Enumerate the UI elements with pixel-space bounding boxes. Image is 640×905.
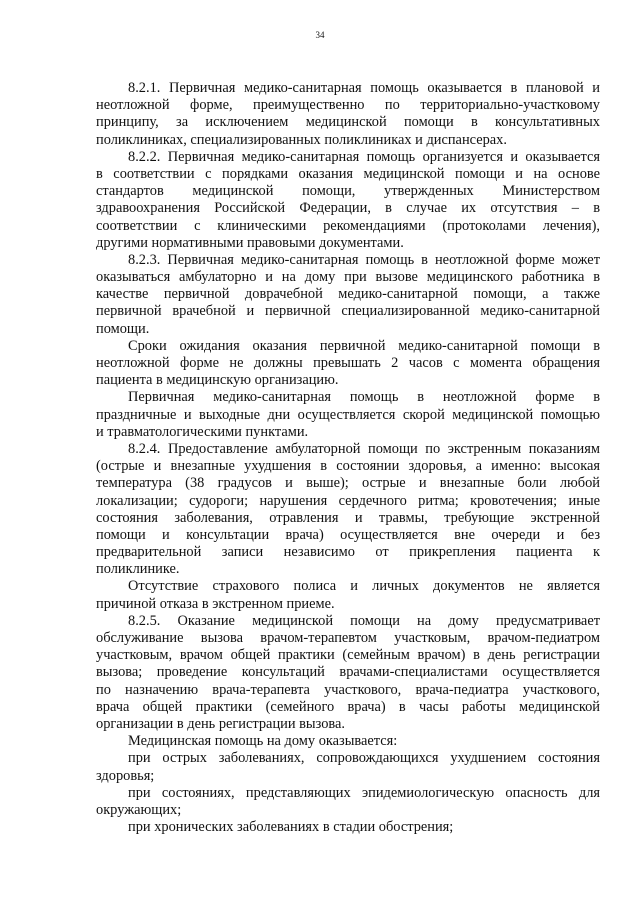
text-line: помощи. <box>96 320 150 337</box>
text-line: врача общей практики (семейного врача) в часы работы медицинской <box>96 698 600 715</box>
text-line: в соответствии с порядками оказания медицинской помощи и на основе <box>96 165 600 182</box>
text-line: предварительной записи независимо от прикрепления пациента к <box>96 544 600 561</box>
text-line: оказываться амбулаторно и на дому при вызове медицинского работника в <box>96 269 600 286</box>
text-line: вызова; проведение консультаций врачами-специалистами осуществляется <box>96 664 600 681</box>
text-line: Медицинская помощь на дому оказывается: <box>128 733 398 750</box>
text-line: помощи и консультации врача) осуществляется вне очереди и без <box>96 526 600 543</box>
text-line: организации в день регистрации вызова. <box>96 715 345 732</box>
text-line: здоровья; <box>96 767 155 784</box>
text-line: 8.2.3. Первичная медико-санитарная помощь в неотложной форме может <box>128 251 600 268</box>
text-line: неотложной форме, преимущественно по территориально-участковому <box>96 97 600 114</box>
text-line: 8.2.1. Первичная медико-санитарная помощь оказывается в плановой и <box>128 80 600 96</box>
text-line: локализации; судороги; нарушения сердечного ритма; кровотечения; иные <box>96 492 600 509</box>
text-line: неотложной форме не должны превышать 2 часов с момента обращения <box>96 355 600 371</box>
text-line: принципу, за исключением медицинской помощи в консультативных <box>96 114 600 131</box>
text-line: соответствии с клиническими рекомендациями (протоколами лечения), <box>96 217 600 234</box>
text-line: поликлиниках, специализированных поликлиниках и диспансерах. <box>96 131 507 148</box>
document-body <box>96 80 600 836</box>
text-line: Первичная медико-санитарная помощь в неотложной форме в <box>128 389 600 406</box>
text-line: окружающих; <box>96 801 182 818</box>
text-line: при хронических заболеваниях в стадии обострения; <box>128 819 454 836</box>
text-line: другими нормативными правовыми документами. <box>96 234 404 251</box>
text-line: (острые и внезапные ухудшения в состоянии здоровья, а именно: высокая <box>96 458 600 475</box>
text-line: по назначению врача-терапевта участкового, врача-педиатра участкового, <box>96 681 600 698</box>
text-line: обслуживание вызова врачом-терапевтом участковым, врачом-педиатром <box>96 630 600 646</box>
page-number: 34 <box>315 30 325 40</box>
text-line: поликлинике. <box>96 561 180 578</box>
text-line: первичной врачебной и первичной специализированной медико-санитарной <box>96 303 600 320</box>
text-line: при острых заболеваниях, сопровождающихся ухудшением состояния <box>128 750 600 767</box>
text-line: участковым, врачом общей практики (семейным врачом) в день регистрации <box>96 647 600 664</box>
text-line: и травматологическими пунктами. <box>96 423 309 440</box>
text-line: при состояниях, представляющих эпидемиологическую опасность для <box>128 784 600 801</box>
text-line: 8.2.4. Предоставление амбулаторной помощи по экстренным показаниям <box>128 440 600 457</box>
text-line: причиной отказа в экстренном приеме. <box>96 595 335 612</box>
text-line: Отсутствие страхового полиса и личных документов не является <box>128 578 600 595</box>
text-line: стандартов медицинской помощи, утвержденных Министерством <box>96 183 600 200</box>
text-line: 8.2.2. Первичная медико-санитарная помощь организуется и оказывается <box>128 148 600 165</box>
text-line: пациента в медицинскую организацию. <box>96 372 339 389</box>
text-line: качестве первичной доврачебной медико-санитарной помощи, а также <box>96 286 600 303</box>
text-line: здравоохранения Российской Федерации, в случае их отсутствия – в <box>96 200 600 217</box>
text-line: 8.2.5. Оказание медицинской помощи на дому предусматривает <box>128 612 600 629</box>
text-line: температура (38 градусов и выше); острые и внезапные боли любой <box>96 475 600 492</box>
text-line: состояния заболевания, отравления и травмы, требующие экстренной <box>96 509 600 526</box>
text-line: праздничные и выходные дни осуществляется скорой медицинской помощью <box>96 406 600 423</box>
text-line: Сроки ожидания оказания первичной медико-санитарной помощи в <box>128 337 600 354</box>
